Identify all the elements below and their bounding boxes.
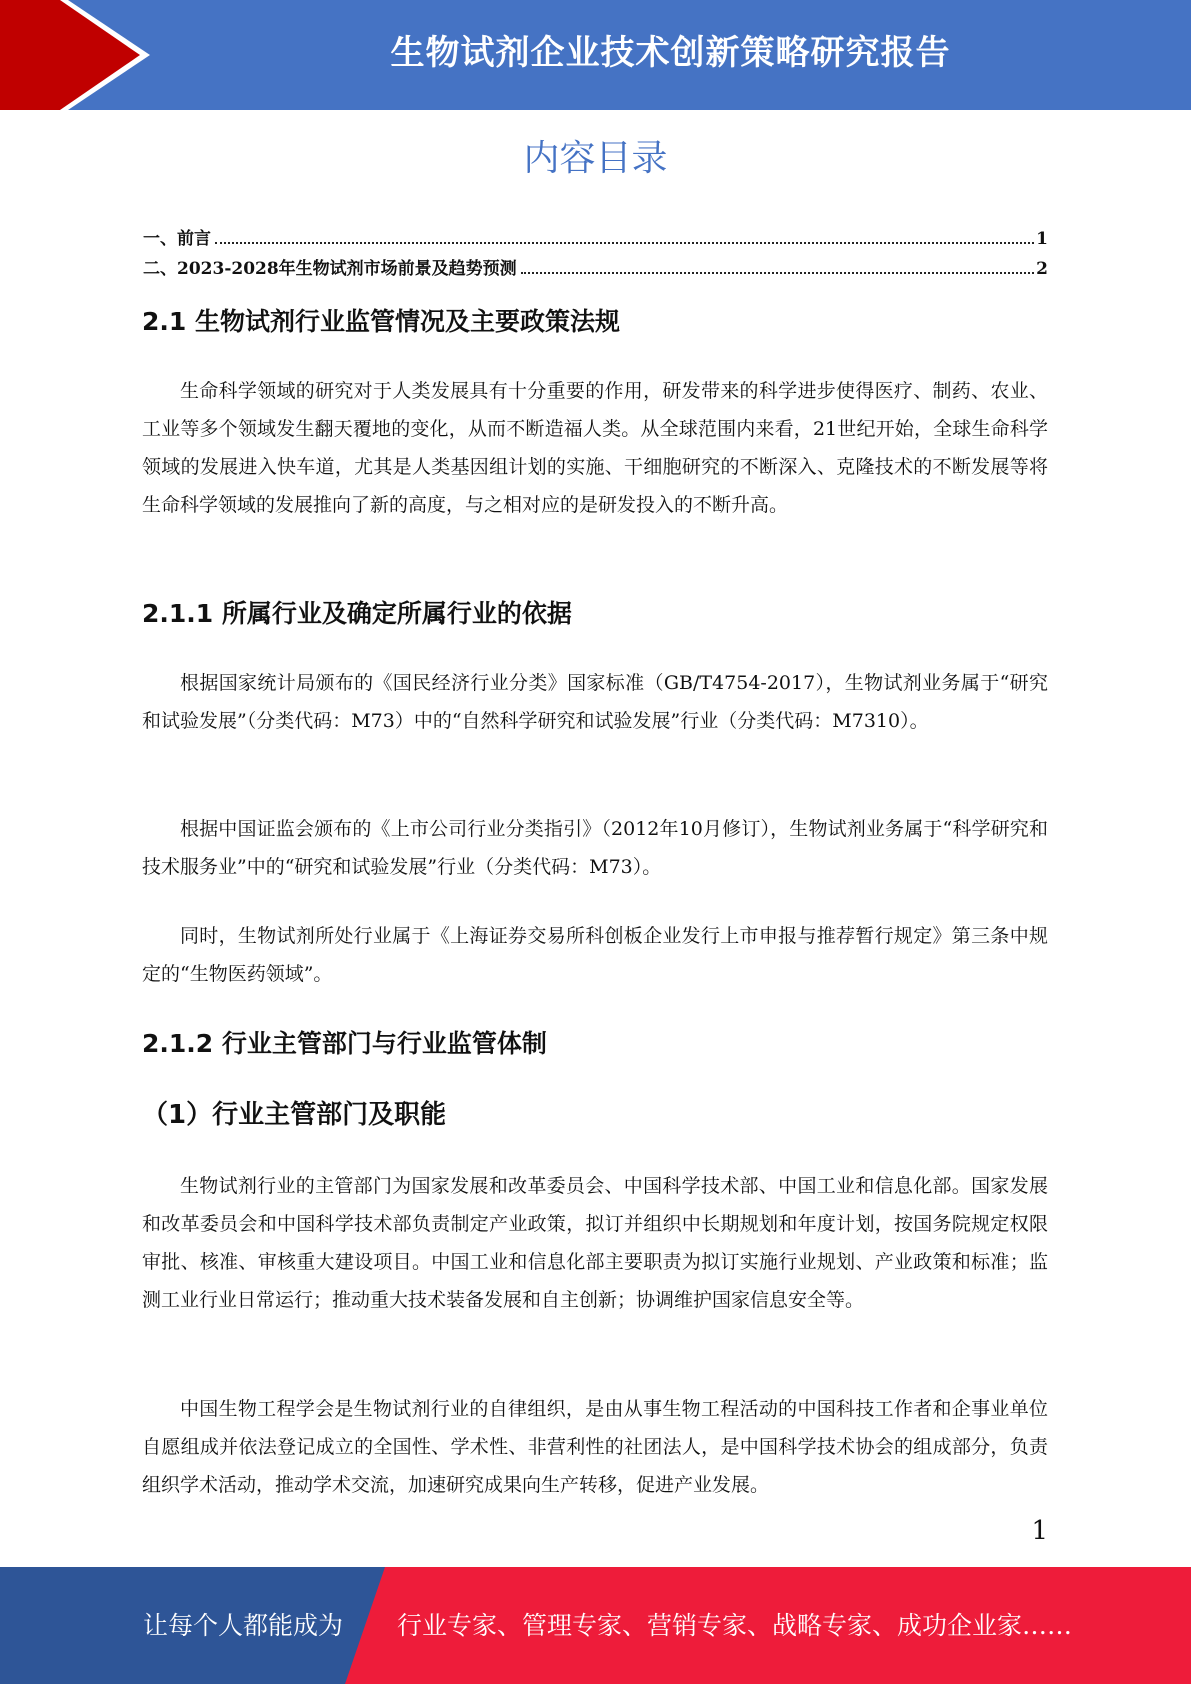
toc-item[interactable] (143, 254, 1048, 284)
section-heading-2-1-2: 2.1.2 行业主管部门与行业监管体制 (142, 1029, 547, 1058)
subsection-1-paragraph-1: 生物试剂行业的主管部门为国家发展和改革委员会、中国科学技术部、中国工业和信息化部。国家发展和改革委员会和中国科学技术部负责制定产业政策，拟订并组织中长期规划和年度计划，按国务院规定权限审批、核准、审核重大建设项目。中国工业和信息化部主要职责为拟订实施行业规划、产业政策和标准；监测工业行业日常运行；推动重大技术装备发展和自主创新；协调维护国家信息安全等。 (142, 1175, 1048, 1311)
subsection-heading-1: （1）行业主管部门及职能 (142, 1100, 447, 1130)
report-title: 生物试剂企业技术创新策略研究报告 (390, 33, 951, 73)
toc-item-label: 一、前言 (143, 229, 211, 249)
header-band (0, 0, 1191, 110)
section-2-1-1-paragraph-1: 根据国家统计局颁布的《国民经济行业分类》国家标准（GB/T4754-2017），生物试剂业务属于“研究和试验发展”（分类代码：M73）中的“自然科学研究和试验发展”行业（分类代码：M7310）。 (142, 672, 1048, 732)
toc-item-label: 二、2023-2028年生物试剂市场前景及趋势预测 (143, 259, 517, 279)
toc-heading: 内容目录 (523, 138, 668, 179)
footer-slogan-right: 行业专家、管理专家、营销专家、战略专家、成功企业家…… (397, 1611, 1073, 1640)
toc-leader-dots (215, 242, 1034, 244)
toc-item-page: 2 (1036, 259, 1048, 279)
footer-band (0, 1567, 1191, 1684)
footer-slogan-left: 让每个人都能成为 (143, 1611, 344, 1640)
section-heading-2-1-1: 2.1.1 所属行业及确定所属行业的依据 (142, 599, 572, 628)
toc-item-page: 1 (1036, 229, 1048, 249)
table-of-contents (143, 224, 1048, 284)
page-number: 1 (1031, 1516, 1048, 1546)
toc-item[interactable] (143, 224, 1048, 254)
section-2-1-1-paragraph-3: 同时，生物试剂所处行业属于《上海证券交易所科创板企业发行上市申报与推荐暂行规定》第三条中规定的“生物医药领域”。 (142, 925, 1048, 985)
section-2-1-paragraph: 生命科学领域的研究对于人类发展具有十分重要的作用，研发带来的科学进步使得医疗、制药、农业、工业等多个领域发生翻天覆地的变化，从而不断造福人类。从全球范围内来看，21世纪开始，全球生命科学领域的发展进入快车道，尤其是人类基因组计划的实施、干细胞研究的不断深入、克隆技术的不断发展等将生命科学领域的发展推向了新的高度，与之相对应的是研发投入的不断升高。 (142, 380, 1048, 516)
section-2-1-1-paragraph-2: 根据中国证监会颁布的《上市公司行业分类指引》（2012年10月修订），生物试剂业务属于“科学研究和技术服务业”中的“研究和试验发展”行业（分类代码：M73）。 (142, 818, 1048, 878)
subsection-1-paragraph-2: 中国生物工程学会是生物试剂行业的自律组织，是由从事生物工程活动的中国科技工作者和企事业单位自愿组成并依法登记成立的全国性、学术性、非营利性的社团法人，是中国科学技术协会的组成部分，负责组织学术活动，推动学术交流，加速研究成果向生产转移，促进产业发展。 (142, 1398, 1048, 1496)
section-heading-2-1: 2.1 生物试剂行业监管情况及主要政策法规 (142, 307, 620, 336)
toc-leader-dots (521, 272, 1034, 274)
